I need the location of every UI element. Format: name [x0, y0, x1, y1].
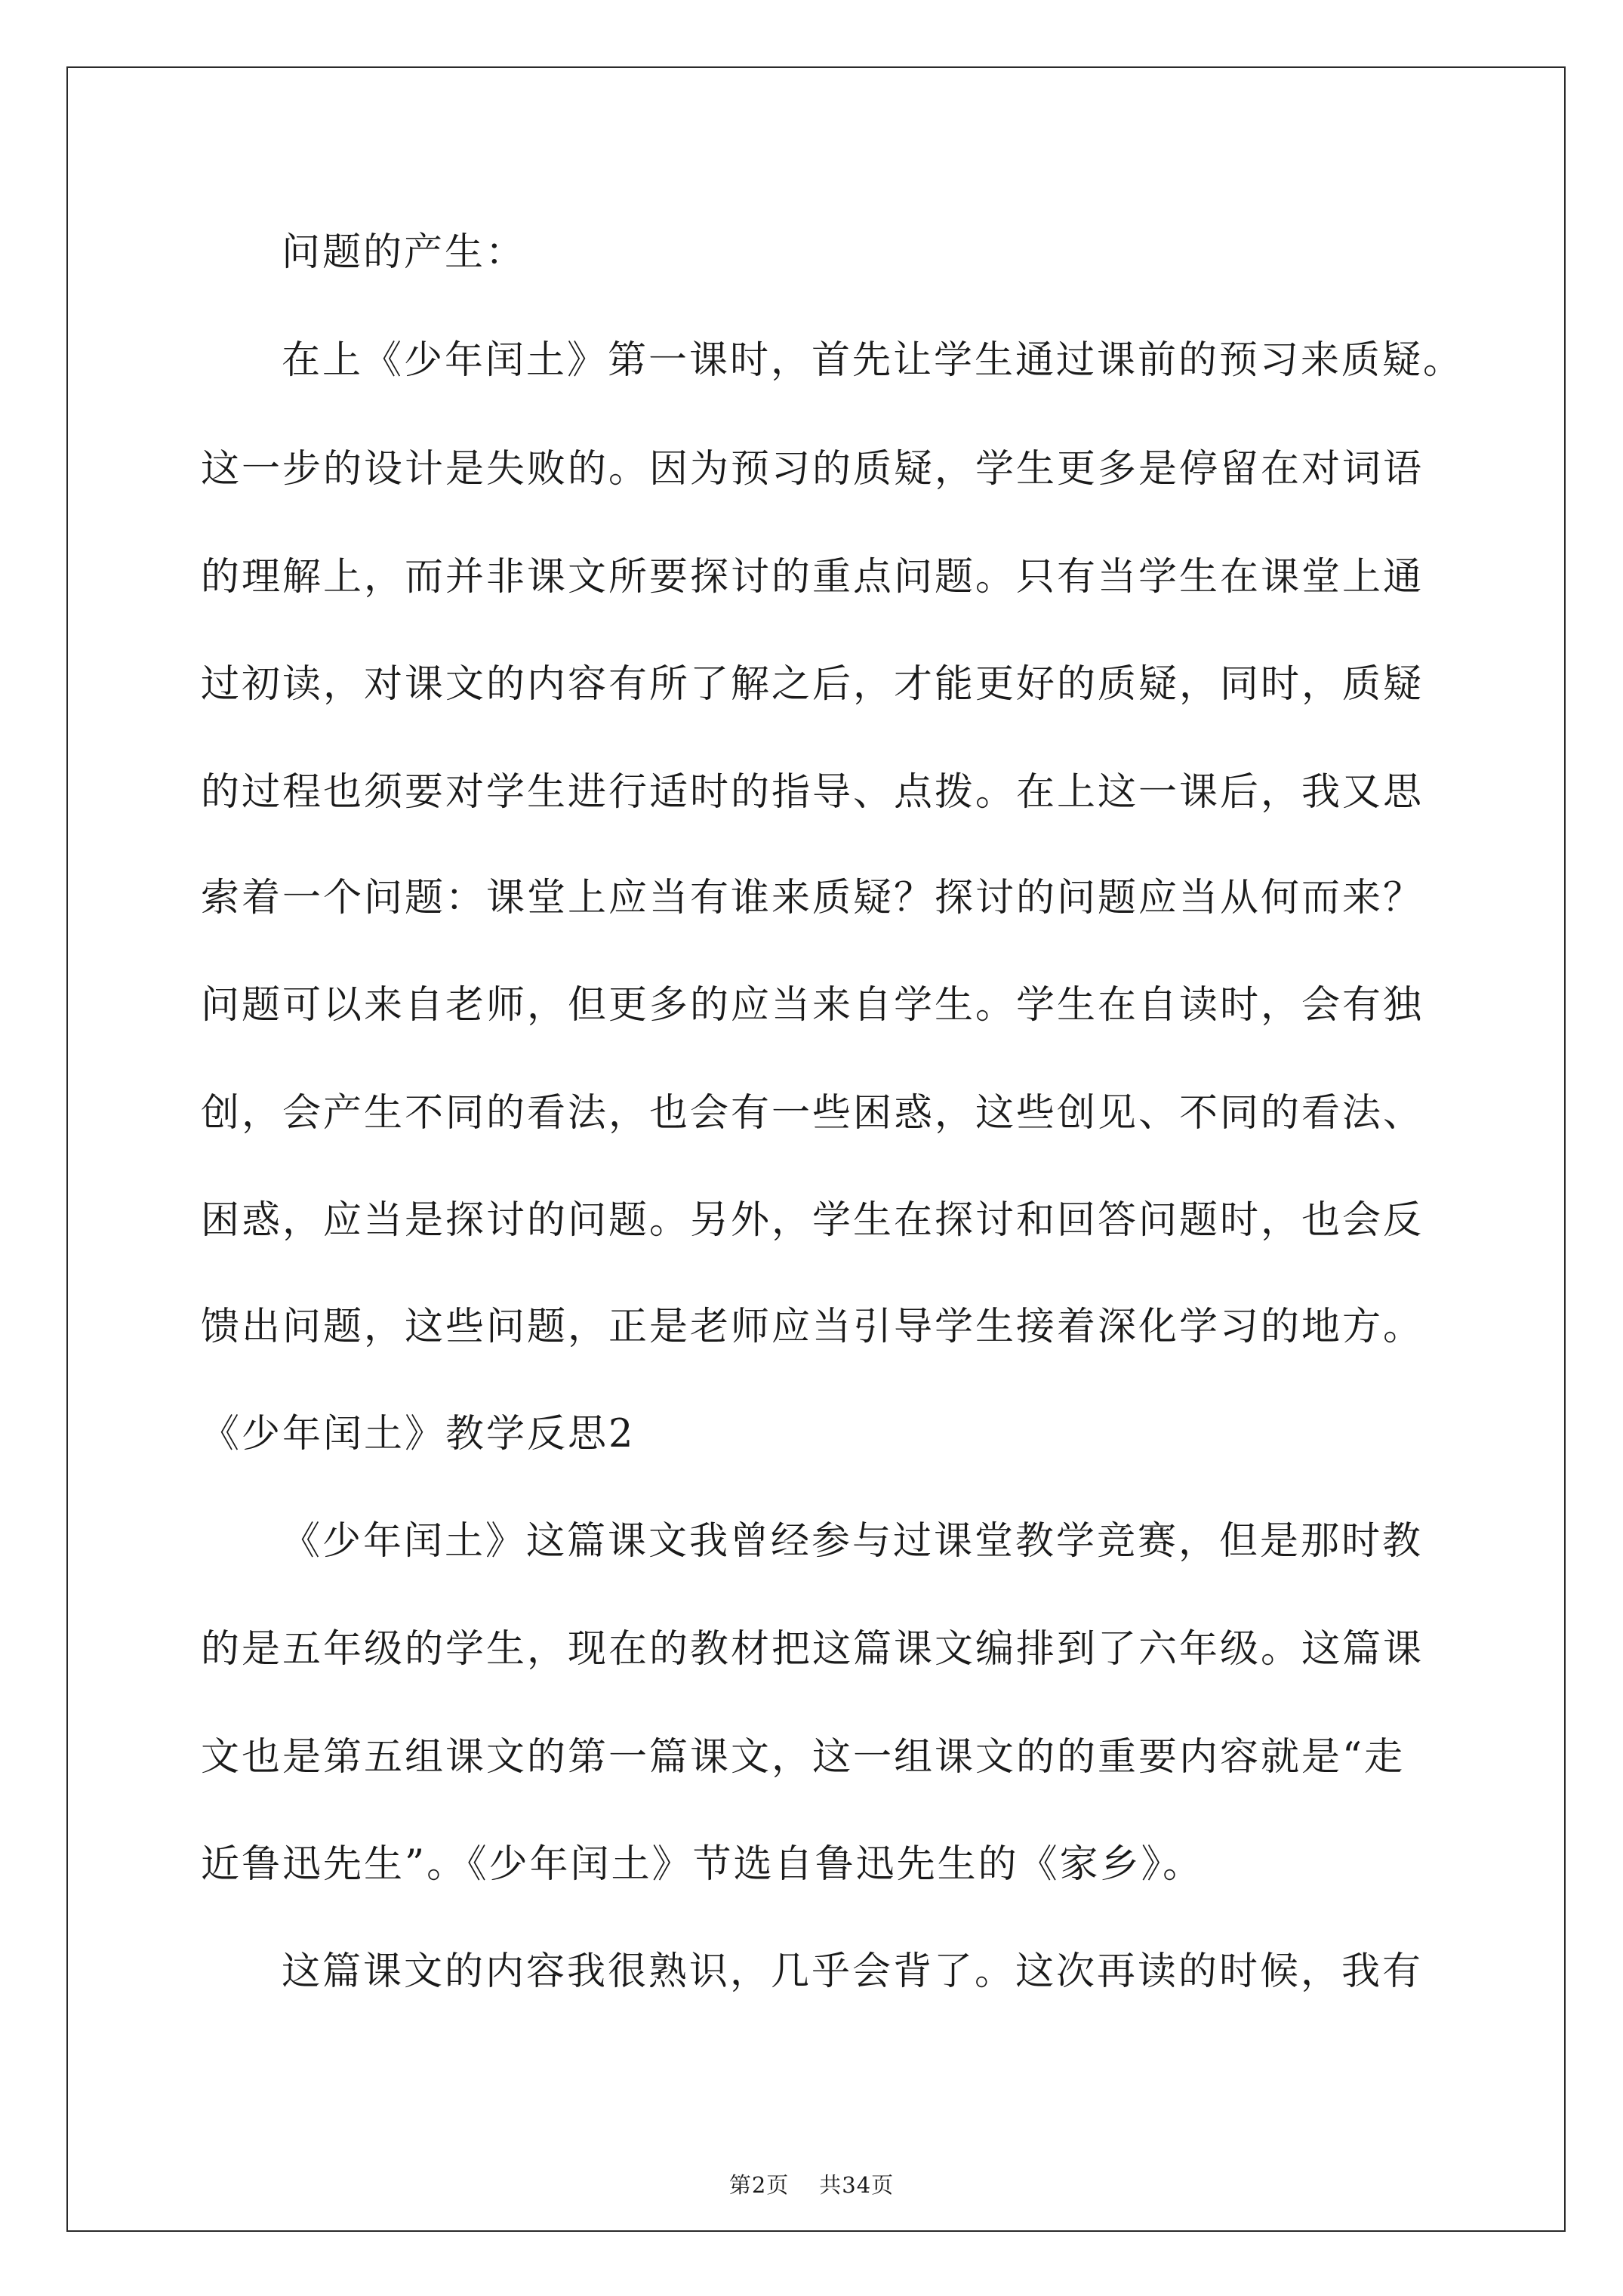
section-heading: 问题的产生： — [282, 230, 527, 275]
page-footer — [0, 2171, 1623, 2199]
paragraph-line: 这一步的设计是失败的。因为预习的质疑，学生更多是停留在对词语 — [201, 447, 1424, 492]
paragraph-line: 文也是第五组课文的第一篇课文，这一组课文的的重要内容就是“走 — [201, 1735, 1406, 1780]
paragraph-line: 这篇课文的内容我很熟识，几乎会背了。这次再读的时候，我有 — [282, 1949, 1424, 1994]
paragraph-line: 创，会产生不同的看法，也会有一些困惑，这些创见、不同的看法、 — [201, 1091, 1424, 1136]
page-total: 共34页 — [819, 2172, 895, 2198]
paragraph-line: 索着一个问题：课堂上应当有谁来质疑？探讨的问题应当从何而来？ — [201, 876, 1424, 920]
paragraph-line: 在上《少年闰土》第一课时，首先让学生通过课前的预习来质疑。 — [282, 338, 1464, 383]
paragraph-line: 馈出问题，这些问题，正是老师应当引导学生接着深化学习的地方。 — [201, 1305, 1424, 1349]
paragraph-line: 近鲁迅先生”。《少年闰土》节选自鲁迅先生的《家乡》。 — [201, 1842, 1204, 1887]
page-number: 第2页 — [728, 2172, 790, 2198]
page-border — [66, 66, 1566, 2232]
paragraph-line: 的过程也须要对学生进行适时的指导、点拨。在上这一课后，我又思 — [201, 770, 1424, 815]
section-title: 《少年闰土》教学反思2 — [201, 1412, 636, 1456]
paragraph-line: 的是五年级的学生，现在的教材把这篇课文编排到了六年级。这篇课 — [201, 1627, 1424, 1672]
paragraph-line: 困惑，应当是探讨的问题。另外，学生在探讨和回答问题时，也会反 — [201, 1198, 1424, 1243]
paragraph-line: 的理解上，而并非课文所要探讨的重点问题。只有当学生在课堂上通 — [201, 555, 1424, 599]
paragraph-line: 《少年闰土》这篇课文我曾经参与过课堂教学竞赛，但是那时教 — [282, 1519, 1424, 1564]
paragraph-line: 问题可以来自老师，但更多的应当来自学生。学生在自读时，会有独 — [201, 983, 1424, 1028]
paragraph-line: 过初读，对课文的内容有所了解之后，才能更好的质疑，同时，质疑 — [201, 662, 1424, 707]
